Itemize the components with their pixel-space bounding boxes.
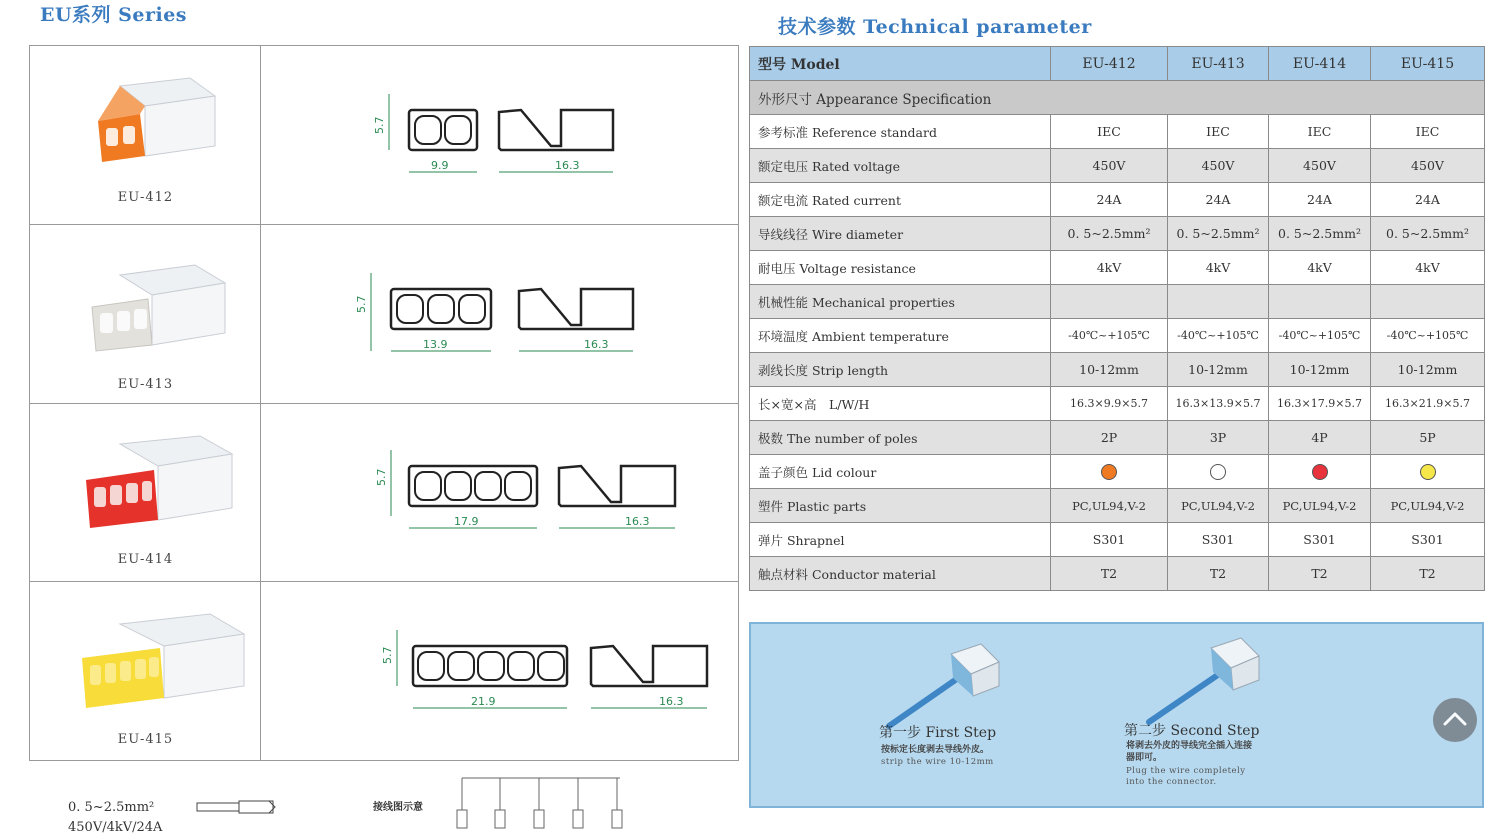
table-cell: 450V	[1371, 149, 1485, 183]
wire-port	[445, 116, 471, 144]
table-header-label: 型号 Model	[750, 47, 1051, 81]
table-row	[750, 455, 1485, 489]
wire-port	[478, 652, 504, 680]
table-row	[750, 217, 1485, 251]
width-dimension-label: 17.9	[454, 515, 479, 528]
footer-wire-spec: 0. 5~2.5mm²	[68, 800, 155, 815]
lid-color-swatch	[1312, 464, 1328, 480]
table-cell: -40℃~+105℃	[1371, 319, 1485, 353]
scroll-to-top-button[interactable]	[1433, 698, 1477, 742]
side-view-outline	[559, 466, 675, 506]
table-row-label: 塑件 Plastic parts	[750, 489, 1051, 523]
lid-color-swatch	[1420, 464, 1436, 480]
table-cell: 10-12mm	[1269, 353, 1371, 387]
product-model-label: EU-413	[117, 377, 174, 392]
table-row	[750, 557, 1485, 591]
second-step-illustration	[1141, 630, 1271, 730]
product-row	[30, 225, 738, 404]
table-cell: S301	[1371, 523, 1485, 557]
table-cell	[1371, 285, 1485, 319]
wire-port	[415, 472, 441, 500]
height-dimension-label: 5.7	[373, 116, 386, 134]
table-header-cell: EU-412	[1051, 47, 1168, 81]
table-cell: 24A	[1269, 183, 1371, 217]
table-cell: PC,UL94,V-2	[1168, 489, 1269, 523]
first-step-instruction-cn: 按标定长度剥去导线外皮。	[881, 745, 990, 755]
table-cell: 4kV	[1269, 251, 1371, 285]
table-cell: T2	[1168, 557, 1269, 591]
table-row	[750, 489, 1485, 523]
connector-photo-eu-414	[80, 424, 240, 534]
table-cell: S301	[1051, 523, 1168, 557]
wire-port	[459, 295, 485, 323]
width-dimension-label: 13.9	[423, 338, 448, 351]
table-cell: -40℃~+105℃	[1051, 319, 1168, 353]
table-cell: T2	[1269, 557, 1371, 591]
footer-spec	[68, 798, 162, 838]
width-dimension-label: 9.9	[431, 159, 449, 172]
dimension-drawing	[261, 404, 738, 581]
table-cell	[1269, 285, 1371, 319]
table-cell	[1168, 285, 1269, 319]
wire-strip-icon	[195, 796, 280, 818]
table-cell: IEC	[1051, 115, 1168, 149]
side-view-outline	[499, 110, 613, 150]
series-title: EU系列 Series	[40, 4, 187, 26]
side-view-outline	[591, 646, 707, 686]
table-cell	[1168, 455, 1269, 489]
table-cell: 450V	[1269, 149, 1371, 183]
wiring-diagram-label: 接线图示意	[373, 802, 423, 813]
wire-port	[538, 652, 564, 680]
table-section-label: 外形尺寸 Appearance Specification	[750, 81, 1485, 115]
dimension-drawing	[261, 46, 738, 224]
product-row	[30, 404, 738, 582]
second-step-instruction-cn: 将剥去外皮的导线完全插入连接器即可。	[1126, 741, 1253, 763]
table-cell: -40℃~+105℃	[1269, 319, 1371, 353]
product-model-label: EU-415	[117, 732, 174, 747]
table-cell: 24A	[1168, 183, 1269, 217]
dimension-drawing	[261, 225, 738, 403]
table-cell	[1269, 455, 1371, 489]
technical-parameter-title: 技术参数 Technical parameter	[778, 16, 1092, 38]
table-row-label: 参考标准 Reference standard	[750, 115, 1051, 149]
wire-port	[508, 652, 534, 680]
table-cell: 0. 5~2.5mm²	[1168, 217, 1269, 251]
table-cell: 3P	[1168, 421, 1269, 455]
table-cell: T2	[1051, 557, 1168, 591]
table-cell: IEC	[1168, 115, 1269, 149]
wire-port	[448, 652, 474, 680]
product-model-label: EU-414	[117, 552, 174, 567]
wire-port	[418, 652, 444, 680]
table-row	[750, 251, 1485, 285]
table-cell: S301	[1168, 523, 1269, 557]
table-section-row	[750, 81, 1485, 115]
table-row-label: 触点材料 Conductor material	[750, 557, 1051, 591]
table-cell: 16.3×21.9×5.7	[1371, 387, 1485, 421]
table-row	[750, 387, 1485, 421]
length-dimension-label: 16.3	[555, 159, 580, 172]
first-step-title: 第一步 First Step	[879, 725, 997, 741]
table-cell: 4kV	[1371, 251, 1485, 285]
second-step-title: 第二步 Second Step	[1124, 723, 1260, 739]
product-grid	[29, 45, 739, 761]
product-row	[30, 46, 738, 225]
table-cell: 4kV	[1168, 251, 1269, 285]
table-cell: 16.3×13.9×5.7	[1168, 387, 1269, 421]
table-cell: 2P	[1051, 421, 1168, 455]
table-cell	[1051, 455, 1168, 489]
installation-steps-panel	[749, 622, 1484, 808]
table-header-cell: EU-414	[1269, 47, 1371, 81]
table-cell: 16.3×17.9×5.7	[1269, 387, 1371, 421]
width-dimension-label: 21.9	[471, 695, 496, 708]
table-cell: PC,UL94,V-2	[1269, 489, 1371, 523]
table-cell: 24A	[1371, 183, 1485, 217]
lid-color-swatch	[1210, 464, 1226, 480]
table-cell: 10-12mm	[1371, 353, 1485, 387]
table-row-label: 盖子颜色 Lid colour	[750, 455, 1051, 489]
table-row-label: 导线线径 Wire diameter	[750, 217, 1051, 251]
table-cell: IEC	[1269, 115, 1371, 149]
product-model-label: EU-412	[117, 190, 174, 205]
table-row-label: 机械性能 Mechanical properties	[750, 285, 1051, 319]
first-step-illustration	[881, 634, 1011, 734]
table-row	[750, 319, 1485, 353]
table-cell: -40℃~+105℃	[1168, 319, 1269, 353]
chevron-up-icon	[1433, 698, 1477, 742]
wire-port	[397, 295, 423, 323]
table-row	[750, 285, 1485, 319]
table-cell: 10-12mm	[1051, 353, 1168, 387]
table-row-label: 环境温度 Ambient temperature	[750, 319, 1051, 353]
table-cell: 450V	[1168, 149, 1269, 183]
technical-parameter-table	[749, 46, 1485, 591]
table-cell: IEC	[1371, 115, 1485, 149]
wire-port	[428, 295, 454, 323]
table-row	[750, 523, 1485, 557]
front-view-outline	[409, 110, 477, 150]
table-row-label: 极数 The number of poles	[750, 421, 1051, 455]
height-dimension-label: 5.7	[381, 646, 394, 664]
table-cell: 10-12mm	[1168, 353, 1269, 387]
lid-color-swatch	[1101, 464, 1117, 480]
table-row-label: 耐电压 Voltage resistance	[750, 251, 1051, 285]
wire-port	[445, 472, 471, 500]
table-cell: 0. 5~2.5mm²	[1269, 217, 1371, 251]
table-cell: 24A	[1051, 183, 1168, 217]
first-step-instruction-en: strip the wire 10-12mm	[881, 757, 994, 767]
table-header-cell: EU-413	[1168, 47, 1269, 81]
table-cell: 0. 5~2.5mm²	[1371, 217, 1485, 251]
table-row	[750, 421, 1485, 455]
table-cell	[1051, 285, 1168, 319]
table-cell: PC,UL94,V-2	[1051, 489, 1168, 523]
wire-port	[505, 472, 531, 500]
connector-photo-eu-415	[80, 602, 250, 712]
height-dimension-label: 5.7	[355, 295, 368, 313]
table-cell: T2	[1371, 557, 1485, 591]
table-cell: 450V	[1051, 149, 1168, 183]
table-cell: PC,UL94,V-2	[1371, 489, 1485, 523]
table-cell	[1371, 455, 1485, 489]
table-cell: 0. 5~2.5mm²	[1051, 217, 1168, 251]
wiring-diagram	[452, 774, 627, 834]
footer-ratings: 450V/4kV/24A	[68, 820, 163, 835]
table-row-label: 剥线长度 Strip length	[750, 353, 1051, 387]
wire-port	[415, 116, 441, 144]
table-cell: 4kV	[1051, 251, 1168, 285]
table-row	[750, 353, 1485, 387]
table-cell: 4P	[1269, 421, 1371, 455]
table-header-cell: EU-415	[1371, 47, 1485, 81]
connector-photo-eu-413	[80, 245, 230, 355]
table-row-label: 弹片 Shrapnel	[750, 523, 1051, 557]
side-view-outline	[519, 289, 633, 329]
product-row	[30, 582, 738, 760]
table-row	[750, 115, 1485, 149]
connector-photo-eu-412	[80, 66, 220, 166]
table-header-row	[750, 47, 1485, 81]
dimension-drawing	[261, 582, 738, 760]
table-cell: 16.3×9.9×5.7	[1051, 387, 1168, 421]
length-dimension-label: 16.3	[659, 695, 684, 708]
length-dimension-label: 16.3	[625, 515, 650, 528]
table-row	[750, 183, 1485, 217]
second-step-instruction-en: Plug the wire completely into the connector.	[1126, 766, 1246, 787]
wire-port	[475, 472, 501, 500]
table-row-label: 额定电流 Rated current	[750, 183, 1051, 217]
length-dimension-label: 16.3	[584, 338, 609, 351]
table-row-label: 长×宽×高 L/W/H	[750, 387, 1051, 421]
table-cell: S301	[1269, 523, 1371, 557]
table-cell: 5P	[1371, 421, 1485, 455]
table-row	[750, 149, 1485, 183]
table-row-label: 额定电压 Rated voltage	[750, 149, 1051, 183]
height-dimension-label: 5.7	[375, 468, 388, 486]
